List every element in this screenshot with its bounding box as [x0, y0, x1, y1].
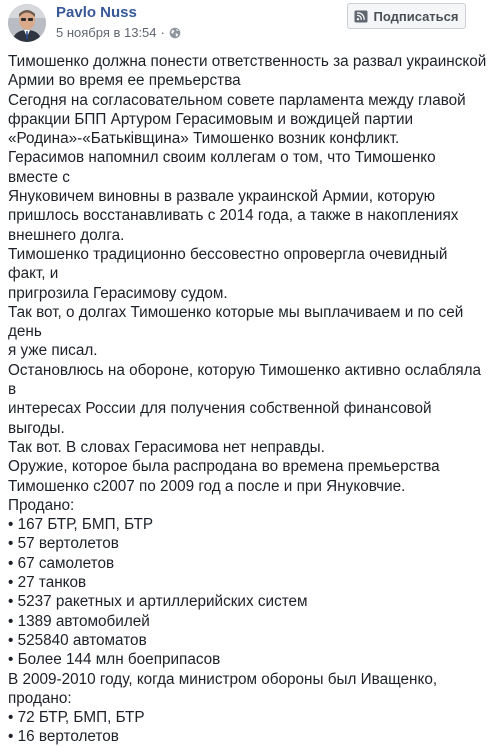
post-line: Так вот, о долгах Тимошенко которые мы выплачиваем и по сей день — [8, 303, 464, 341]
globe-icon[interactable] — [169, 27, 181, 39]
list-item: • Более 144 млн боеприпасов — [8, 651, 221, 669]
post-meta — [56, 25, 181, 40]
post-line: Армии во время ее премьерства — [8, 72, 241, 90]
post-body — [8, 52, 488, 747]
post-line: Сегодня на согласовательном совете парламента между главой — [8, 91, 466, 109]
post-line: В 2009-2010 году, когда министром обороны был Иващенко, — [8, 670, 438, 688]
meta-separator: · — [160, 25, 165, 40]
post-line: Продано: — [8, 496, 75, 514]
subscribe-label: Подписаться — [373, 8, 459, 24]
rss-feed-icon — [354, 10, 368, 23]
post-line: продано: — [8, 689, 72, 707]
post-timestamp[interactable]: 5 ноября в 13:54 — [56, 25, 157, 40]
post-line: Януковичем виновны в развале украинской Армии, которую — [8, 188, 436, 206]
list-item: • 5237 ракетных и артиллерийских систем — [8, 593, 308, 611]
avatar-photo — [8, 4, 46, 42]
list-item: • 16 вертолетов — [8, 728, 119, 746]
list-item: • 1389 автомобилей — [8, 612, 150, 630]
post-line: Остановлюсь на обороне, которую Тимошенко активно ослабляла в — [8, 361, 482, 399]
author-name[interactable]: Pavlo Nuss — [56, 4, 137, 21]
post-line: интересах России для получения собственной финансовой выгоды. — [8, 400, 432, 437]
list-item: • 27 танков — [8, 574, 87, 592]
post-line: я уже писал. — [8, 342, 98, 360]
post-line: Оружие, которое была распродана во времена премьерства — [8, 458, 440, 476]
post-line: пришлось восстанавливать с 2014 года, а также в накоплениях — [8, 207, 459, 225]
post-line: «Родина»-«Батьківщина» Тимошенко возник конфликт. — [8, 130, 400, 148]
post-line: Тимошенко должна понести ответственность за развал украинской — [8, 53, 487, 70]
list-item: • 57 вертолетов — [8, 535, 119, 553]
post-line: пригрозила Герасимову судом. — [8, 284, 228, 302]
author-avatar[interactable] — [8, 4, 46, 42]
post-line: Так вот. В словах Герасимова нет неправды. — [8, 438, 325, 456]
post-line: Герасимов напомнил своим коллегам о том, что Тимошенко вместе с — [8, 149, 436, 186]
post-line: фракции БПП Артуром Герасимовым и вождицей партии — [8, 110, 414, 128]
post-line: внешнего долга. — [8, 226, 125, 244]
post-header — [0, 0, 493, 48]
post-line: Тимошенко с2007 по 2009 год а после и при Януковчие. — [8, 477, 406, 495]
list-item: • 525840 автоматов — [8, 631, 147, 649]
list-item: • 67 самолетов — [8, 554, 115, 572]
post-line: Тимошенко традиционно бессовестно опровергла очевидный факт, и — [8, 245, 448, 283]
list-item: • 72 БТР, БМП, БТР — [8, 709, 145, 727]
list-item: • 167 БТР, БМП, БТР — [8, 516, 154, 534]
subscribe-button[interactable] — [347, 3, 466, 29]
